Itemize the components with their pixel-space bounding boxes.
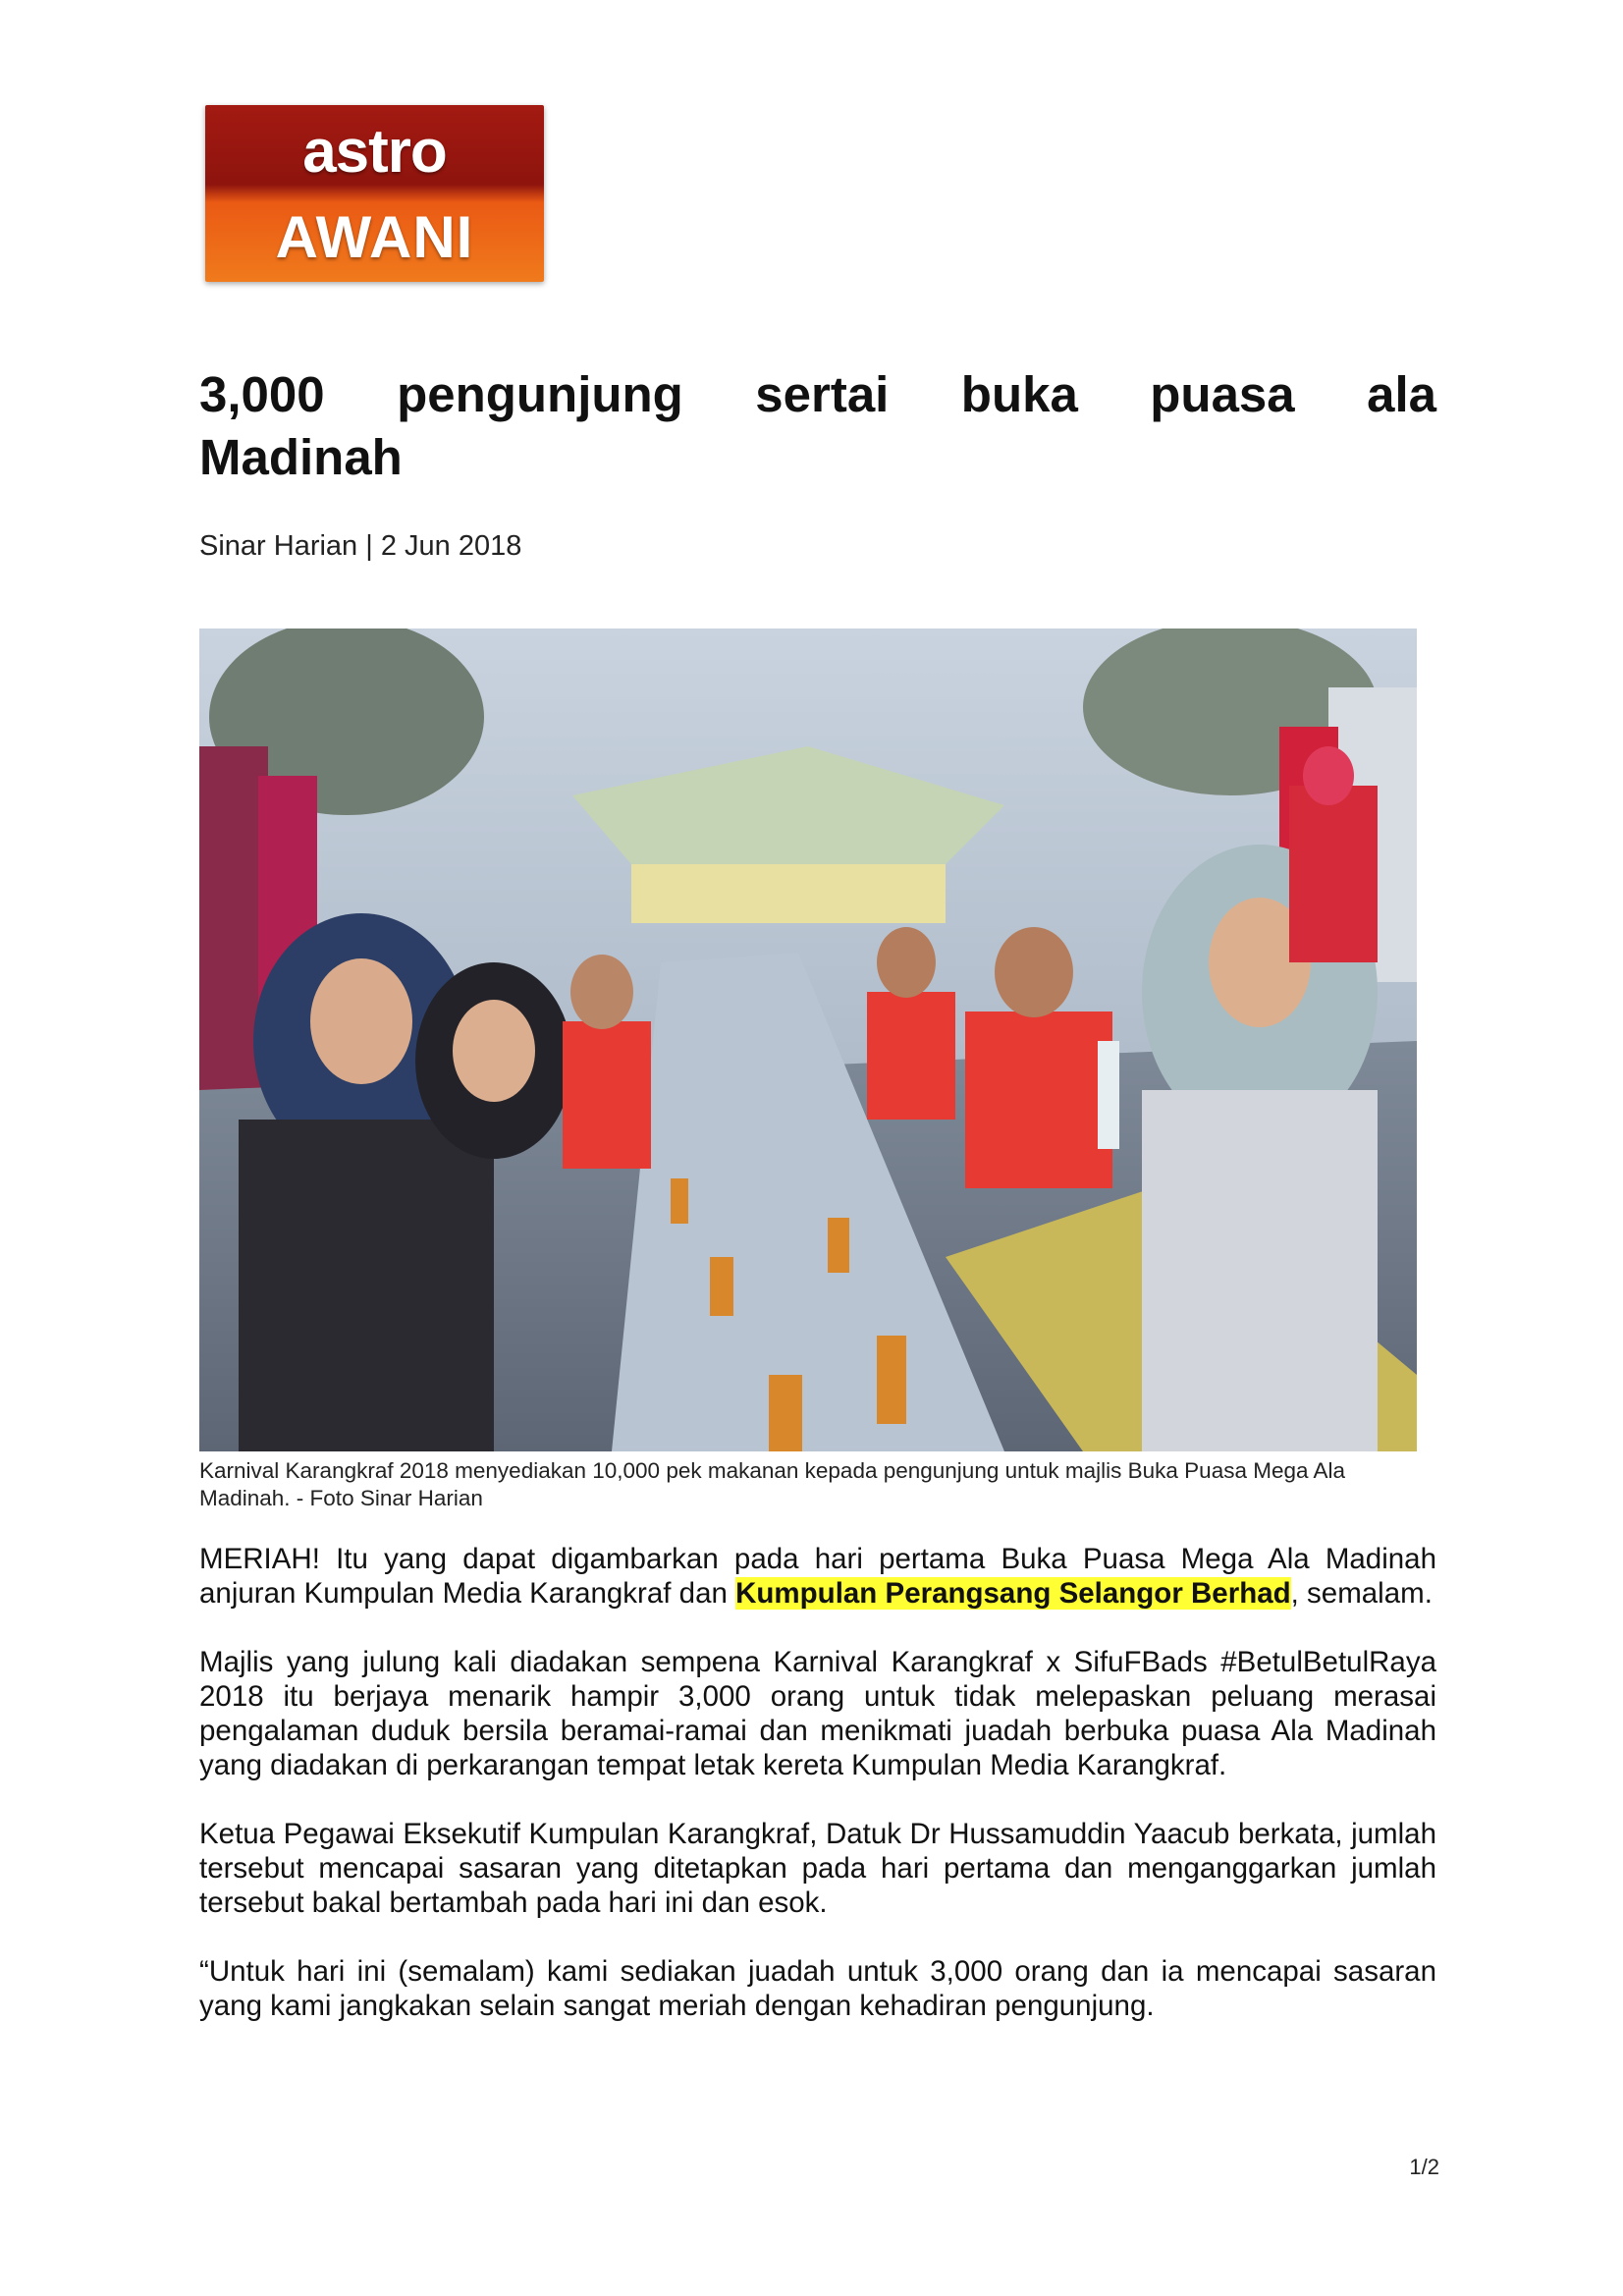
article-title (199, 363, 1436, 489)
article-byline: Sinar Harian | 2 Jun 2018 (199, 530, 522, 562)
article-photo (199, 629, 1417, 1451)
paragraph-4: “Untuk hari ini (semalam) kami sediakan juadah untuk 3,000 orang dan ia mencapai sasaran yang kami jangkakan selain sangat meriah dengan kehadiran pengunjung. (199, 1955, 1436, 2022)
astro-awani-logo (205, 105, 544, 282)
paragraph-1-intro: MERIAH! Itu yang dapat digambarkan pada hari pertama Buka Puasa Mega Ala Madinah anjuran Kumpulan Media Karangkraf dan (199, 1543, 1436, 1610)
photo-caption: Karnival Karangkraf 2018 menyediakan 10,000 pek makanan kepada pengunjung untuk majlis Buka Puasa Mega Ala Madinah. - Foto Sinar Harian (199, 1458, 1346, 1510)
article-body (199, 1542, 1436, 2057)
logo-line-awani: AWANI (275, 204, 474, 270)
title-line-1: 3,000 pengunjung sertai buka puasa ala (199, 366, 1436, 422)
page-number: 1/2 (1409, 2155, 1439, 2179)
paragraph-3: Ketua Pegawai Eksekutif Kumpulan Karangkraf, Datuk Dr Hussamuddin Yaacub berkata, jumlah tersebut mencapai sasaran yang ditetapkan pada hari pertama dan menganggarkan jumlah tersebut bakal bertambah pada hari ini dan esok. (199, 1818, 1436, 1919)
paragraph-1 (199, 1542, 1436, 1611)
highlighted-company-name: Kumpulan Perangsang Selangor Berhad (735, 1577, 1291, 1610)
paragraph-2: Majlis yang julung kali diadakan sempena Karnival Karangkraf x SifuFBads #BetulBetulRaya 2018 itu berjaya menarik hampir 3,000 orang untuk tidak melepaskan peluang merasai pengalaman duduk bersila beramai-ramai dan menikmati juadah berbuka puasa Ala Madinah yang diadakan di perkarangan tempat letak kereta Kumpulan Media Karangkraf. (199, 1646, 1436, 1781)
title-line-2: Madinah (199, 429, 403, 485)
logo-line-astro: astro (302, 118, 447, 186)
photo-illustration (199, 629, 1417, 1451)
paragraph-1-end: , semalam. (1290, 1577, 1433, 1610)
